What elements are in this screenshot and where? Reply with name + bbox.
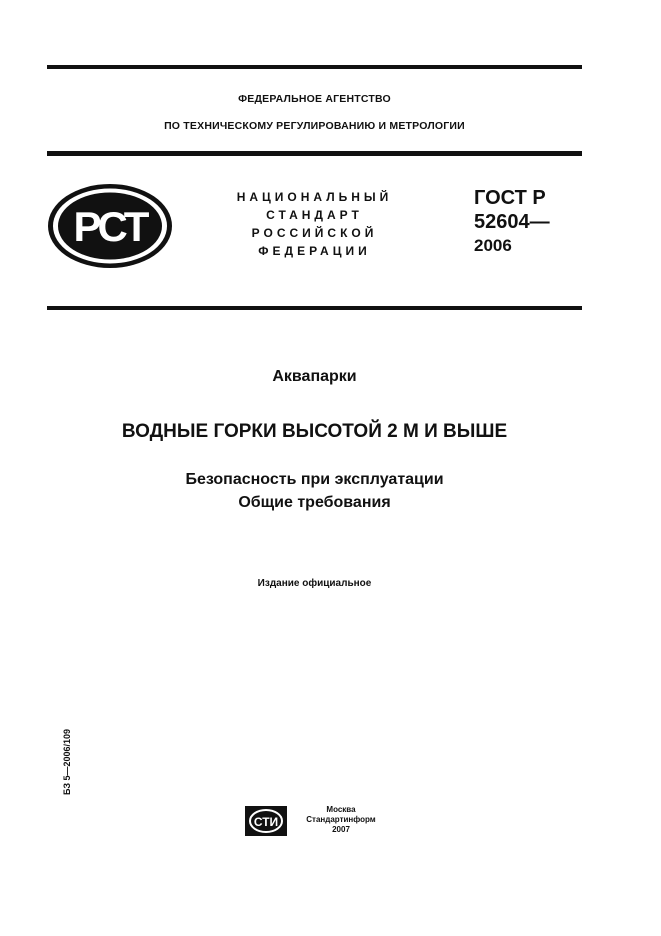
agency-name-line1: ФЕДЕРАЛЬНОЕ АГЕНТСТВО [238,93,391,105]
header-rule [47,151,582,156]
publisher-info [296,805,386,835]
publisher-logo-letters: СТИ [253,815,279,829]
ns-line: НАЦИОНАЛЬНЫЙ [236,190,393,204]
gost-prefix: ГОСТ Р [474,187,546,209]
agency-name-line2: ПО ТЕХНИЧЕСКОМУ РЕГУЛИРОВАНИЮ И МЕТРОЛОГИИ [164,120,465,132]
ns-line: ФЕДЕРАЦИИ [258,244,371,258]
publisher-name: Стандартинформ [306,815,376,824]
edition-note: Издание официальное [257,578,372,589]
standartinform-logo-icon [245,806,287,836]
publisher-year: 2007 [332,825,350,834]
gost-year: 2006 [474,236,512,255]
publisher-city: Москва [326,805,356,814]
subtitle-line2: Общие требования [238,494,391,511]
ns-line: РОССИЙСКОЙ [251,226,378,240]
document-title: ВОДНЫЕ ГОРКИ ВЫСОТОЙ 2 М И ВЫШЕ [121,421,508,442]
side-code: БЗ 5—2006/109 [62,728,72,795]
header-bottom-rule [47,306,582,310]
emblem-letters: РСТ [73,203,147,250]
standard-designation [474,186,550,258]
gost-number: 52604— [474,211,550,233]
rst-emblem-icon [46,183,174,269]
top-rule [47,65,582,69]
national-standard-heading [222,188,407,260]
ns-line: СТАНДАРТ [266,208,363,222]
topic-heading: Аквапарки [272,368,357,385]
subtitle-line1: Безопасность при эксплуатации [185,471,444,488]
